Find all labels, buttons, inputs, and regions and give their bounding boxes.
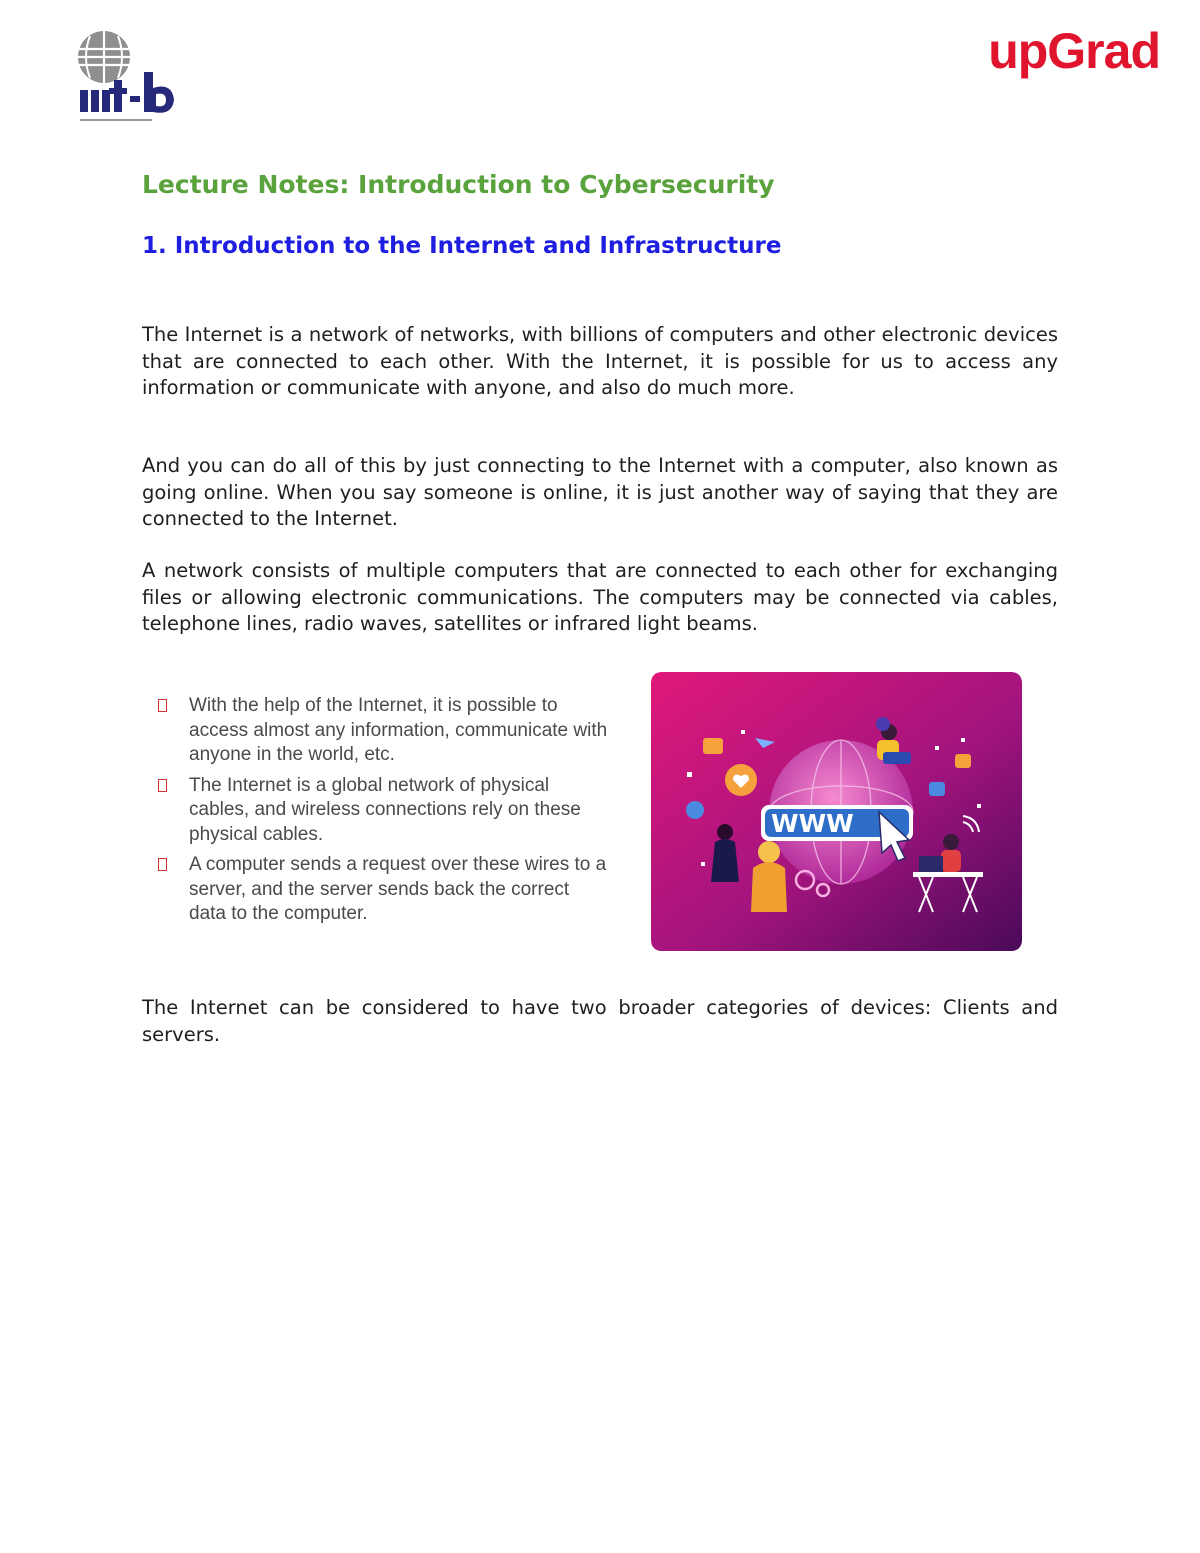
paragraph: And you can do all of this by just connecting to the Internet with a computer, also known as going online. When you say someone is online, it is just another way of saying that they are connected to the Internet. [142,454,1058,530]
list-item [158,853,608,927]
mail-icon [955,754,971,768]
bullet-list [158,694,608,933]
chat-icon [929,782,945,796]
section-heading: 1. Introduction to the Internet and Infrastructure [142,233,782,259]
list-item-text: The Internet is a global network of physical cables, and wireless connections rely on these physical cables. [189,774,581,845]
page-title: Lecture Notes: Introduction to Cybersecurity [142,170,775,199]
list-item-text: A computer sends a request over these wires to a server, and the server sends back the correct data to the computer. [189,854,607,924]
www-text: WWW [771,809,854,838]
upgrad-logo: upGrad [988,23,1160,79]
music-icon [686,801,704,819]
bullet-box-icon [158,699,167,712]
list-item [158,694,608,768]
internet-illustration [651,672,1022,951]
paragraph: The Internet can be considered to have two broader categories of devices: Clients and servers. [142,996,1058,1046]
bullet-box-icon [158,858,167,871]
heart-bubble-icon [725,764,757,796]
paragraph: The Internet is a network of networks, with billions of computers and other electronic devices that are connected to each other. With the Internet, it is possible for us to access any information or communicate with anyone, and also do much more. [142,323,1058,399]
bullet-box-icon [158,779,167,792]
paragraph: A network consists of multiple computers that are connected to each other for exchanging files or allowing electronic communications. The computers may be connected via cables, telephone lines, radio waves, satellites or infrared light beams. [142,559,1058,635]
cart-icon [703,738,723,754]
iiitb-logo [76,30,200,130]
play-icon [876,717,890,731]
list-item-text: With the help of the Internet, it is possible to access almost any information, communicate with anyone in the world, etc. [189,695,608,765]
list-item [158,774,608,848]
